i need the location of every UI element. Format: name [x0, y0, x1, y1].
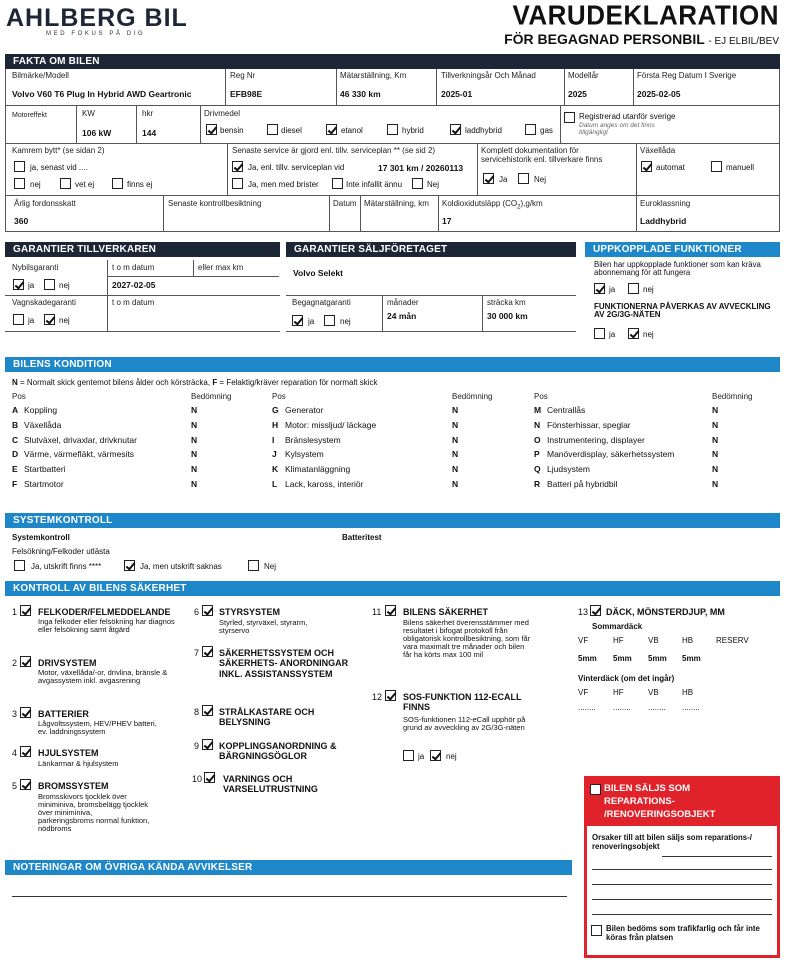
- safety-3-title: BATTERIER: [38, 709, 89, 719]
- orsak-line-1[interactable]: [662, 856, 772, 857]
- safety-6-number: 6: [194, 607, 200, 617]
- sommardack-label: Sommardäck: [592, 622, 643, 631]
- kondition-I-value[interactable]: N: [452, 434, 459, 445]
- safety-5-checkbox[interactable]: [20, 779, 31, 790]
- nybil-maxkm-label: eller max km: [198, 263, 244, 272]
- sommar-value-vb[interactable]: 5mm: [648, 654, 667, 663]
- begagnat-nej-label: nej: [340, 317, 351, 326]
- safety-5-number: 5: [12, 781, 18, 791]
- kondition-M-value[interactable]: N: [712, 405, 719, 415]
- kondition-D-key: D: [12, 449, 19, 460]
- service-nej-checkbox[interactable]: [412, 178, 423, 189]
- firstreg-label: Första Reg Datum I Sverige: [637, 71, 737, 80]
- nybil-label: Nybilsgaranti: [12, 263, 59, 272]
- batteritest-label: Batteritest: [342, 533, 382, 542]
- safety-9-title: KOPPLINGSANORDNING & BÄRGNINGSÖGLOR: [219, 741, 337, 762]
- col3-bed-header: Bedömning: [712, 392, 753, 401]
- vinter-value-vb[interactable]: ........: [648, 703, 666, 712]
- reparation-heading: BILEN SÄLJS SOM REPARATIONS- /RENOVERINGSOBJEKT: [604, 783, 716, 820]
- kondition-A-value[interactable]: N: [191, 405, 198, 415]
- vinter-col-hb: HB: [682, 688, 694, 697]
- sommar-col-hb: HB: [682, 636, 694, 645]
- uppkopplade-q2-nej-checkbox[interactable]: [628, 328, 639, 339]
- safety-1-checkbox[interactable]: [20, 605, 31, 616]
- kondition-N-key: N: [534, 419, 541, 430]
- sommar-value-hf[interactable]: 5mm: [613, 654, 632, 663]
- kondition-K-key: K: [272, 464, 279, 475]
- safety-10-number: 10: [192, 774, 203, 784]
- safety-13-title: DÄCK, MÖNSTERDJUP, MM: [606, 607, 725, 617]
- kondition-Q-name: Ljudsystem: [547, 464, 590, 475]
- fuel-diesel-label: diesel: [281, 126, 302, 135]
- dok-ja-checkbox[interactable]: [483, 173, 494, 184]
- nybil-ja-label: ja: [28, 281, 35, 290]
- safety-2-desc: Motor, växellåda/-or, drivlina, bränsle & avgassystem inkl. avgasrening: [38, 668, 168, 685]
- safety-12-checkbox[interactable]: [385, 690, 396, 701]
- orsak-line-3[interactable]: [592, 884, 772, 885]
- nybil-nej-checkbox[interactable]: [44, 279, 55, 290]
- kamrem-ja-label: ja, senast vid ....: [30, 163, 88, 172]
- sommar-col-vb: VB: [648, 636, 659, 645]
- system-sub-label: Systemkontroll: [12, 533, 70, 542]
- safety-6-checkbox[interactable]: [202, 605, 213, 616]
- felkoder-saknas-checkbox[interactable]: [124, 560, 135, 571]
- kondition-L-value[interactable]: N: [452, 479, 459, 489]
- kondition-Q-key: Q: [534, 464, 541, 475]
- noteringar-line[interactable]: [12, 896, 567, 897]
- registered-abroad-label: Registrerad utanför sverige: [579, 112, 676, 121]
- felkoder-utskrift-label: Ja, utskrift finns ****: [31, 562, 102, 571]
- vinter-col-hf: HF: [613, 688, 624, 697]
- sommar-col-reserv: RESERV: [716, 636, 749, 645]
- service-ja-checkbox[interactable]: [232, 161, 243, 172]
- vinter-value-hf[interactable]: ........: [613, 703, 631, 712]
- safety-1-title: FELKODER/FELMEDDELANDE: [38, 607, 171, 617]
- uppkopplade-q2-nej-label: nej: [643, 330, 654, 339]
- section-fakta-heading: FAKTA OM BILEN: [5, 54, 780, 69]
- kamrem-label: Kamrem bytt* (se sidan 2): [12, 146, 105, 155]
- begagnat-nej-checkbox[interactable]: [324, 315, 335, 326]
- kondition-F-name: Startmotor: [24, 479, 64, 489]
- section-garanti-salj-heading: GARANTIER SÄLJFÖRETAGET: [286, 242, 576, 257]
- besiktning-datum-label: Datum: [333, 199, 357, 208]
- page-subtitle: FÖR BEGAGNAD PERSONBIL - EJ ELBIL/BEV: [504, 31, 779, 47]
- uppkopplade-q2-ja-label: ja: [609, 330, 616, 339]
- modelyear-label: Modellår: [568, 71, 599, 80]
- vagn-ja-label: ja: [28, 316, 35, 325]
- registered-abroad-note: Datum anges om det finns tillgängligt: [579, 122, 655, 137]
- skatt-value: 360: [14, 216, 29, 226]
- kamrem-finnsej-label: finns ej: [127, 180, 153, 189]
- safety-10-checkbox[interactable]: [204, 772, 215, 783]
- safety-9-number: 9: [194, 741, 200, 751]
- regnr-label: Reg Nr: [230, 71, 256, 80]
- sos-nej-checkbox[interactable]: [430, 750, 441, 761]
- uppkopplade-q2-ja-checkbox[interactable]: [594, 328, 605, 339]
- felkoder-utskrift-checkbox[interactable]: [14, 560, 25, 571]
- stracka-value: 30 000 km: [487, 311, 528, 321]
- safety-6-desc: Styrled, styrväxel, styrarm, styrservo: [219, 618, 308, 635]
- kondition-J-key: J: [272, 449, 277, 460]
- uppkopplade-q1-ja-label: ja: [609, 285, 616, 294]
- kondition-A-name: Koppling: [24, 405, 58, 415]
- modelyear-value: 2025: [568, 89, 587, 99]
- manader-value: 24 mån: [387, 311, 417, 321]
- kondition-M-name: Centrallås: [547, 405, 586, 415]
- reparation-orsak-label: Orsaker till att bilen säljs som reparations-/ renoveringsobjekt: [592, 833, 752, 852]
- kondition-D-name: Värme, värmefläkt, värmesits: [24, 449, 135, 460]
- kondition-H-key: H: [272, 419, 279, 430]
- kondition-L-key: L: [272, 479, 278, 489]
- kw-value: 106 kW: [82, 128, 112, 138]
- vinterdack-label: Vinterdäck (om det ingår): [578, 674, 675, 683]
- orsak-line-2[interactable]: [592, 869, 772, 870]
- kondition-P-name: Manöverdisplay, säkerhetssystem: [547, 449, 675, 460]
- kondition-D-value[interactable]: N: [191, 449, 198, 460]
- dok-ja-label: Ja: [499, 175, 508, 184]
- kondition-G-name: Generator: [285, 405, 324, 415]
- manufactured-value: 2025-01: [441, 89, 473, 99]
- section-noteringar-heading: NOTERINGAR OM ÖVRIGA KÄNDA AVVIKELSER: [5, 860, 572, 875]
- besiktning-matar-label: Mätarställning, km: [364, 199, 429, 208]
- drivmedel-label: Drivmedel: [204, 109, 241, 118]
- fuel-hybrid-checkbox[interactable]: [387, 124, 398, 135]
- uppkopplade-q1: Bilen har uppkopplade funktioner som kan kräva abonnemang för att fungera: [594, 260, 761, 278]
- kondition-legend: N = Normalt skick gentemot bilens ålder och körsträcka, F = Felaktig/kräver reparation för normalt skick: [12, 378, 378, 387]
- kondition-J-name: Kylsystem: [285, 449, 324, 460]
- safety-2-number: 2: [12, 658, 18, 668]
- manufactured-label: Tillverkningsår Och Månad: [441, 71, 536, 80]
- uppkopplade-q1-nej-label: nej: [643, 285, 654, 294]
- fuel-etanol-checkbox[interactable]: [326, 124, 337, 135]
- kondition-E-key: E: [12, 464, 18, 475]
- kondition-C-name: Slutväxel, drivaxlar, drivknutar: [24, 434, 137, 445]
- vagn-ja-checkbox[interactable]: [13, 314, 24, 325]
- safety-10-title: VARNINGS OCH VARSELUTRUSTNING: [223, 774, 318, 795]
- kondition-O-key: O: [534, 434, 541, 445]
- trafikfarlig-label: Bilen bedöms som trafikfarlig och får inte köras från platsen: [606, 924, 760, 942]
- service-infallit-checkbox[interactable]: [332, 178, 343, 189]
- col1-bed-header: Bedömning: [191, 392, 232, 401]
- orsak-line-5[interactable]: [592, 914, 772, 915]
- kamrem-vetej-checkbox[interactable]: [60, 178, 71, 189]
- kondition-K-value[interactable]: N: [452, 464, 459, 475]
- safety-5-title: BROMSSYSTEM: [38, 781, 109, 791]
- hkr-label: hkr: [142, 109, 154, 118]
- company-logo: AHLBERG BIL: [6, 4, 188, 32]
- section-system-heading: SYSTEMKONTROLL: [5, 513, 780, 528]
- kondition-A-key: A: [12, 405, 19, 415]
- dok-nej-checkbox[interactable]: [518, 173, 529, 184]
- vinter-value-vf[interactable]: ........: [578, 703, 596, 712]
- safety-11-desc: Bilens säkerhet överensstämmer med resultatet i bifogat protokoll från obligatorisk kontrollbesiktning, som får vara maximalt tre månader och bilen får ha körts max 100 mil: [403, 618, 531, 659]
- company-tagline: MED FOKUS PÅ DIG: [46, 31, 146, 37]
- vaxel-automat-label: automat: [656, 163, 685, 172]
- safety-3-checkbox[interactable]: [20, 707, 31, 718]
- vinter-value-hb[interactable]: ........: [682, 703, 700, 712]
- kw-label: KW: [82, 109, 95, 118]
- fuel-etanol-label: etanol: [341, 126, 363, 135]
- kondition-B-value[interactable]: N: [191, 419, 198, 430]
- dokumentation-label: Komplett dokumentation för servicehistorik enl. tillverkare finns: [481, 146, 603, 164]
- safety-7-checkbox[interactable]: [202, 646, 213, 657]
- safety-13-checkbox[interactable]: [590, 605, 601, 616]
- safety-4-title: HJULSYSTEM: [38, 748, 99, 758]
- kondition-E-value[interactable]: N: [191, 464, 198, 475]
- section-garanti-tillv-heading: GARANTIER TILLVERKAREN: [5, 242, 280, 257]
- vaxel-manuell-label: manuell: [726, 163, 755, 172]
- fuel-bensin-checkbox[interactable]: [206, 124, 217, 135]
- safety-7-number: 7: [194, 648, 200, 658]
- kondition-J-value[interactable]: N: [452, 449, 459, 460]
- odometer-label: Mätarställning, Km: [340, 71, 407, 80]
- safety-4-number: 4: [12, 748, 18, 758]
- kamrem-vetej-label: vet ej: [75, 180, 95, 189]
- safety-1-desc: Inga felkoder eller felsökning har diagnos eller felsökning samt åtgärd: [38, 617, 175, 634]
- vagn-tom-label: t o m datum: [112, 298, 155, 307]
- page-title: VARUDEKLARATION: [512, 0, 779, 31]
- hkr-value: 144: [142, 128, 157, 138]
- felkoder-label: Felsökning/Felkoder utlästa: [12, 547, 110, 556]
- vagn-nej-label: nej: [59, 316, 70, 325]
- uppkopplade-q1-ja-checkbox[interactable]: [594, 283, 605, 294]
- col2-pos-header: Pos: [272, 392, 286, 401]
- vaxel-manuell-checkbox[interactable]: [711, 161, 722, 172]
- section-uppkopplade-heading: UPPKOPPLADE FUNKTIONER: [585, 242, 780, 257]
- safety-5-desc: Bromsskivors tjocklek över miniminiva, bromsbelägg tjocklek över miniminiva, parkeringsbroms normal funktion, nödbroms: [38, 792, 150, 833]
- safety-2-title: DRIVSYSTEM: [38, 658, 97, 668]
- kondition-O-value[interactable]: N: [712, 434, 719, 445]
- safety-12-desc: SOS-funktionen 112-eCall upphör på grund av avveckling av 2G/3G-näten: [403, 715, 526, 732]
- service-nej-label: Nej: [427, 180, 440, 189]
- service-brister-checkbox[interactable]: [232, 178, 243, 189]
- service-value: 17 301 km / 20260113: [378, 163, 464, 173]
- kamrem-nej-label: nej: [30, 180, 41, 189]
- fuel-laddhybrid-checkbox[interactable]: [450, 124, 461, 135]
- kondition-P-value[interactable]: N: [712, 449, 719, 460]
- safety-12-title: SOS-FUNKTION 112-ECALL FINNS: [403, 692, 522, 713]
- felkoder-nej-label: Nej: [264, 562, 277, 571]
- sommar-col-hf: HF: [613, 636, 624, 645]
- felkoder-nej-checkbox[interactable]: [248, 560, 259, 571]
- service-ja-label: Ja, enl. tillv. serviceplan vid: [248, 163, 345, 172]
- kondition-R-key: R: [534, 479, 541, 489]
- kondition-N-name: Fönsterhissar, speglar: [547, 419, 631, 430]
- kondition-M-key: M: [534, 405, 542, 415]
- kontrollbesiktning-label: Senaste kontrollbesiktning: [168, 199, 262, 208]
- sos-ja-checkbox[interactable]: [403, 750, 414, 761]
- uppkopplade-q2: FUNKTIONERNA PÅVERKAS AV AVVECKLING AV 2G/3G-NÄTEN: [594, 302, 771, 320]
- kondition-R-value[interactable]: N: [712, 479, 719, 489]
- odometer-value: 46 330 km: [340, 89, 381, 99]
- col2-bed-header: Bedömning: [452, 392, 493, 401]
- firstreg-value: 2025-02-05: [637, 89, 681, 99]
- sos-ja-label: ja: [418, 752, 425, 761]
- motor-label: Motoreffekt: [12, 112, 47, 119]
- safety-3-desc: Lågvoltssystem, HEV/PHEV batteri, ev. laddningssystem: [38, 719, 157, 736]
- safety-12-number: 12: [372, 692, 383, 702]
- safety-6-title: STYRSYSTEM: [219, 607, 281, 617]
- service-label: Senaste service är gjord enl. tillv. serviceplan ** (se sid 2): [232, 146, 436, 155]
- section-sakerhet-heading: KONTROLL AV BILENS SÄKERHET: [5, 581, 780, 596]
- sos-nej-label: nej: [446, 752, 457, 761]
- kondition-R-name: Batteri på hybridbil: [547, 479, 618, 489]
- fuel-diesel-checkbox[interactable]: [267, 124, 278, 135]
- manader-label: månader: [387, 298, 419, 307]
- model-label: Bilmärke/Modell: [12, 71, 69, 80]
- kondition-G-key: G: [272, 405, 279, 415]
- fuel-gas-checkbox[interactable]: [525, 124, 536, 135]
- co2-label: Koldioxidutsläpp $(CO_2),g/km$: [442, 199, 543, 211]
- fuel-bensin-label: bensin: [220, 126, 244, 135]
- co2-value: 17: [442, 216, 452, 226]
- safety-13-number: 13: [578, 607, 589, 617]
- safety-11-checkbox[interactable]: [385, 605, 396, 616]
- safety-8-number: 8: [194, 707, 200, 717]
- kondition-E-name: Startbatteri: [24, 464, 66, 475]
- felkoder-saknas-label: Ja, men utskrift saknas: [140, 562, 222, 571]
- safety-8-checkbox[interactable]: [202, 705, 213, 716]
- nybil-tom-value: 2027-02-05: [112, 280, 156, 290]
- kondition-N-value[interactable]: N: [712, 419, 719, 430]
- nybil-nej-label: nej: [59, 281, 70, 290]
- begagnat-label: Begagnatgaranti: [292, 298, 351, 307]
- model-value: Volvo V60 T6 Plug In Hybrid AWD Geartronic: [12, 89, 192, 99]
- kamrem-finnsej-checkbox[interactable]: [112, 178, 123, 189]
- trafikfarlig-checkbox[interactable]: [591, 925, 602, 936]
- kondition-I-key: I: [272, 434, 275, 445]
- kondition-C-value[interactable]: N: [191, 434, 198, 445]
- sommar-col-vf: VF: [578, 636, 589, 645]
- kondition-F-value[interactable]: N: [191, 479, 198, 489]
- euro-value: Laddhybrid: [640, 216, 687, 226]
- section-kondition-heading: BILENS KONDITION: [5, 357, 780, 372]
- nybil-ja-checkbox[interactable]: [13, 279, 24, 290]
- kondition-B-key: B: [12, 419, 19, 430]
- kamrem-ja-checkbox[interactable]: [14, 161, 25, 172]
- sommar-value-vf[interactable]: 5mm: [578, 654, 597, 663]
- dok-nej-label: Nej: [534, 175, 547, 184]
- safety-11-title: BILENS SÄKERHET: [403, 607, 489, 617]
- registered-abroad-checkbox[interactable]: [564, 112, 575, 123]
- safety-3-number: 3: [12, 709, 18, 719]
- kondition-B-name: Växellåda: [24, 419, 62, 430]
- kondition-F-key: F: [12, 479, 18, 489]
- safety-9-checkbox[interactable]: [202, 739, 213, 750]
- safety-2-checkbox[interactable]: [20, 656, 31, 667]
- kondition-G-value[interactable]: N: [452, 405, 459, 415]
- stracka-label: sträcka km: [487, 298, 526, 307]
- col1-pos-header: Pos: [12, 392, 26, 401]
- fuel-laddhybrid-label: laddhybrid: [465, 126, 502, 135]
- vinter-col-vf: VF: [578, 688, 589, 697]
- kondition-Q-value[interactable]: N: [712, 464, 719, 475]
- begagnat-ja-checkbox[interactable]: [292, 315, 303, 326]
- vaxellada-label: Växellåda: [640, 146, 676, 155]
- vaxel-automat-checkbox[interactable]: [641, 161, 652, 172]
- vagn-label: Vagnskadegaranti: [12, 298, 76, 307]
- safety-11-number: 11: [372, 607, 382, 617]
- col3-pos-header: Pos: [534, 392, 548, 401]
- fuel-gas-label: gas: [540, 126, 553, 135]
- vagn-nej-checkbox[interactable]: [44, 314, 55, 325]
- nybil-tom-label: t o m datum: [112, 263, 155, 272]
- reparation-checkbox[interactable]: [590, 784, 601, 795]
- service-infallit-label: Inte infallit ännu: [346, 180, 403, 189]
- sommar-value-hb[interactable]: 5mm: [682, 654, 701, 663]
- kamrem-nej-checkbox[interactable]: [14, 178, 25, 189]
- regnr-value: EFB98E: [230, 89, 263, 99]
- safety-8-title: STRÅLKASTARE OCH BELYSNING: [219, 707, 315, 728]
- kondition-H-name: Motor: missljud/ läckage: [285, 419, 377, 430]
- safety-1-number: 1: [12, 607, 18, 617]
- service-brister-label: Ja, men med brister: [248, 180, 319, 189]
- skatt-label: Årlig fordonsskatt: [14, 199, 76, 208]
- kondition-O-name: Instrumentering, displayer: [547, 434, 645, 445]
- uppkopplade-q1-nej-checkbox[interactable]: [628, 283, 639, 294]
- euro-label: Euroklassning: [640, 199, 691, 208]
- kondition-K-name: Klimatanläggning: [285, 464, 351, 475]
- salj-garanti-value: Volvo Selekt: [293, 268, 343, 278]
- kondition-L-name: Lack, kaross, interiör: [285, 479, 364, 489]
- orsak-line-4[interactable]: [592, 899, 772, 900]
- safety-4-desc: Länkarmar & hjulsystem: [38, 759, 119, 768]
- vinter-col-vb: VB: [648, 688, 659, 697]
- safety-4-checkbox[interactable]: [20, 746, 31, 757]
- kondition-H-value[interactable]: N: [452, 419, 459, 430]
- fuel-hybrid-label: hybrid: [402, 126, 424, 135]
- safety-7-title: SÄKERHETSSYSTEM OCH SÄKERHETS- ANORDNINGAR INKL. ASSISTANSSYSTEM: [219, 648, 349, 679]
- kondition-I-name: Bränslesystem: [285, 434, 341, 445]
- kondition-C-key: C: [12, 434, 19, 445]
- begagnat-ja-label: ja: [308, 317, 315, 326]
- kondition-P-key: P: [534, 449, 540, 460]
